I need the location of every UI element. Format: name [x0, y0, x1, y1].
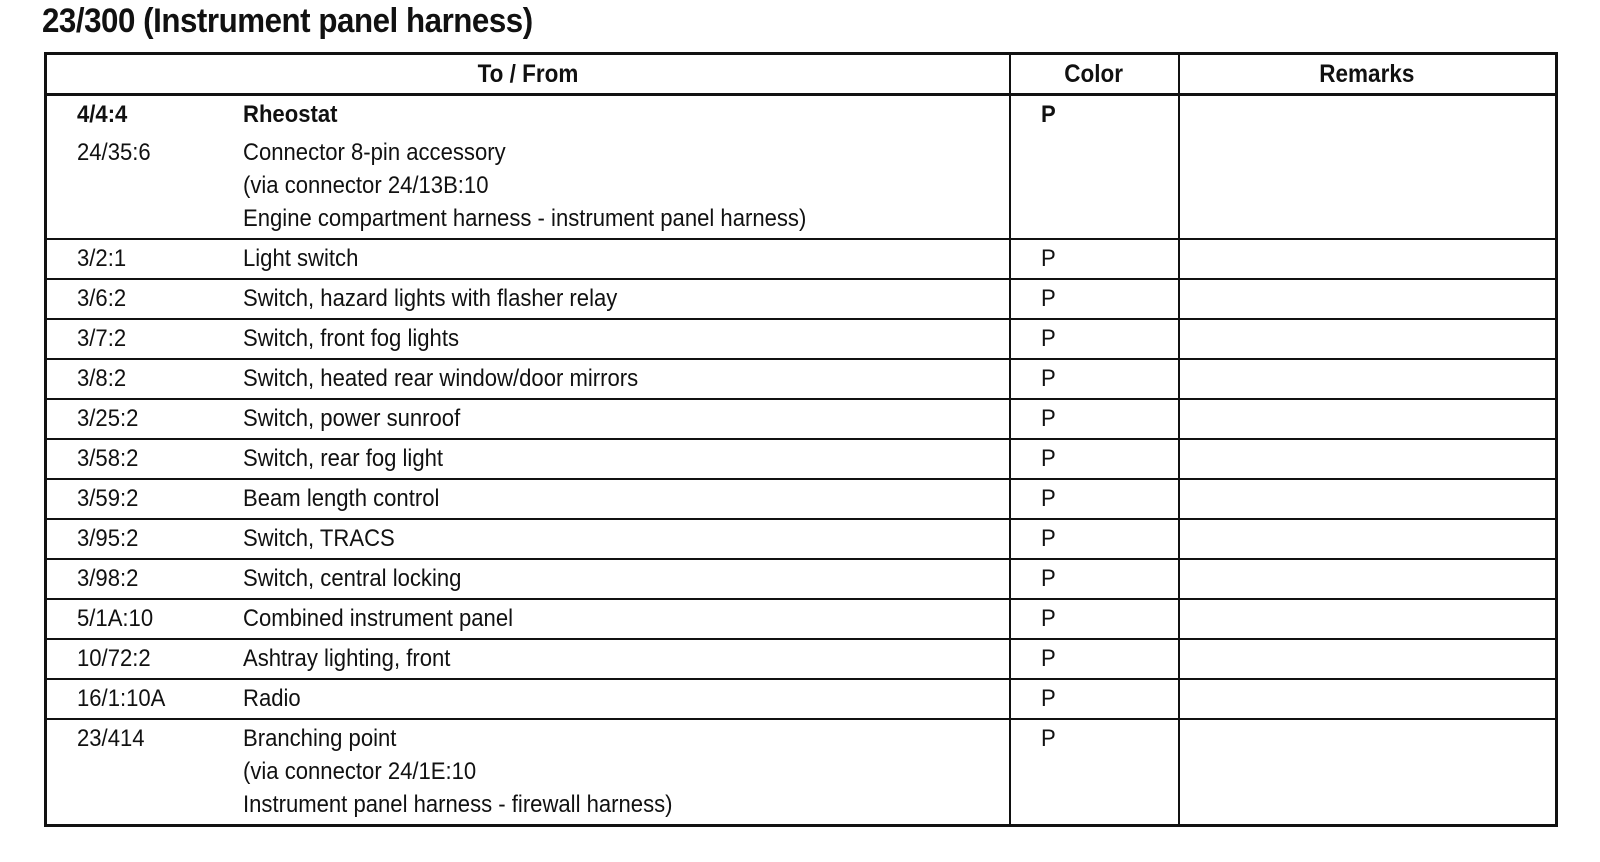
row-location: 3/98:2	[46, 559, 210, 599]
header-color: Color	[1010, 54, 1179, 95]
row-color: P	[1010, 679, 1179, 719]
row-remarks	[1179, 599, 1557, 639]
header-to-from: To / From	[46, 54, 1010, 95]
row-description	[210, 519, 1010, 559]
row-remarks	[1179, 359, 1557, 399]
row-remarks	[1179, 319, 1557, 359]
table-row	[46, 359, 1557, 399]
row-location: 10/72:2	[46, 639, 210, 679]
table-row	[46, 679, 1557, 719]
row-location: 3/95:2	[46, 519, 210, 559]
header-remarks: Remarks	[1179, 54, 1557, 95]
row-color: P	[1010, 399, 1179, 439]
row-description-line: Switch, TRACS	[242, 525, 395, 552]
row-description	[210, 679, 1010, 719]
row-description	[210, 279, 1010, 319]
row-color: P	[1010, 519, 1179, 559]
row-location: 3/25:2	[46, 399, 210, 439]
row-description-line: Radio	[242, 685, 301, 712]
row-description-line: Beam length control	[242, 485, 439, 512]
row-location: 5/1A:10	[46, 599, 210, 639]
row-color: P	[1010, 239, 1179, 279]
row-description-line: (via connector 24/13B:10	[242, 172, 488, 199]
row-description	[210, 719, 1010, 826]
row-description-line: Branching point	[242, 725, 396, 752]
row-color: P	[1010, 279, 1179, 319]
table-row	[46, 599, 1557, 639]
row-description	[210, 599, 1010, 639]
row-color: P	[1010, 479, 1179, 519]
row-description-line: Switch, rear fog light	[242, 445, 443, 472]
row-location: 16/1:10A	[46, 679, 210, 719]
row-description-line: Switch, heated rear window/door mirrors	[242, 365, 638, 392]
row-color: P	[1010, 719, 1179, 826]
row-color	[1010, 134, 1179, 239]
row-remarks	[1179, 719, 1557, 826]
source-location: 4/4:4	[77, 101, 128, 128]
row-description-line: Switch, central locking	[242, 565, 461, 592]
table-row	[46, 639, 1557, 679]
source-row	[46, 95, 1557, 135]
row-description-line: Switch, front fog lights	[242, 325, 459, 352]
row-location: 3/6:2	[46, 279, 210, 319]
row-description	[210, 319, 1010, 359]
row-location: 24/35:6	[46, 134, 210, 239]
table-row	[46, 479, 1557, 519]
table-row	[46, 719, 1557, 826]
row-location: 23/414	[77, 725, 145, 752]
row-color: P	[1010, 319, 1179, 359]
row-remarks	[1179, 439, 1557, 479]
row-description	[210, 439, 1010, 479]
row-color: P	[1010, 439, 1179, 479]
row-remarks	[1179, 134, 1557, 239]
row-location: 3/59:2	[46, 479, 210, 519]
row-color: P	[1010, 559, 1179, 599]
table-row	[46, 239, 1557, 279]
row-description	[210, 134, 1010, 239]
row-description-line: Ashtray lighting, front	[242, 645, 450, 672]
row-remarks	[1179, 279, 1557, 319]
row-remarks	[1179, 399, 1557, 439]
table-row	[46, 519, 1557, 559]
row-color: P	[1010, 639, 1179, 679]
row-description-line: Combined instrument panel	[242, 605, 513, 632]
wiring-table	[44, 52, 1558, 827]
row-location: 3/7:2	[46, 319, 210, 359]
row-remarks	[1179, 679, 1557, 719]
row-color: P	[1010, 359, 1179, 399]
row-description	[210, 239, 1010, 279]
row-location: 3/2:1	[46, 239, 210, 279]
row-description	[210, 399, 1010, 439]
row-description-line: Switch, hazard lights with flasher relay	[242, 285, 617, 312]
table-row	[46, 559, 1557, 599]
source-color: P	[1010, 95, 1179, 135]
row-color: P	[1010, 599, 1179, 639]
table-row	[46, 279, 1557, 319]
table-header-row	[46, 54, 1557, 95]
row-remarks	[1179, 479, 1557, 519]
table-row	[46, 134, 1557, 239]
row-description-line: (via connector 24/1E:10	[242, 758, 476, 785]
row-description	[210, 639, 1010, 679]
row-remarks	[1179, 519, 1557, 559]
table-row	[46, 399, 1557, 439]
source-description: Rheostat	[210, 95, 1010, 135]
source-remarks	[1179, 95, 1557, 135]
page-title: 23/300 (Instrument panel harness)	[42, 2, 533, 40]
row-description	[210, 479, 1010, 519]
row-location: 3/8:2	[46, 359, 210, 399]
table-row	[46, 439, 1557, 479]
row-location: 3/58:2	[46, 439, 210, 479]
row-description-line: Connector 8-pin accessory	[242, 139, 506, 166]
row-remarks	[1179, 559, 1557, 599]
row-description	[210, 359, 1010, 399]
table-row	[46, 319, 1557, 359]
row-description-line: Light switch	[242, 245, 358, 272]
row-remarks	[1179, 239, 1557, 279]
row-description-line: Instrument panel harness - firewall harness)	[242, 791, 673, 818]
row-description-line: Engine compartment harness - instrument panel harness)	[242, 205, 806, 232]
row-remarks	[1179, 639, 1557, 679]
row-description	[210, 559, 1010, 599]
table-body	[46, 95, 1557, 826]
row-description-line: Switch, power sunroof	[242, 405, 460, 432]
